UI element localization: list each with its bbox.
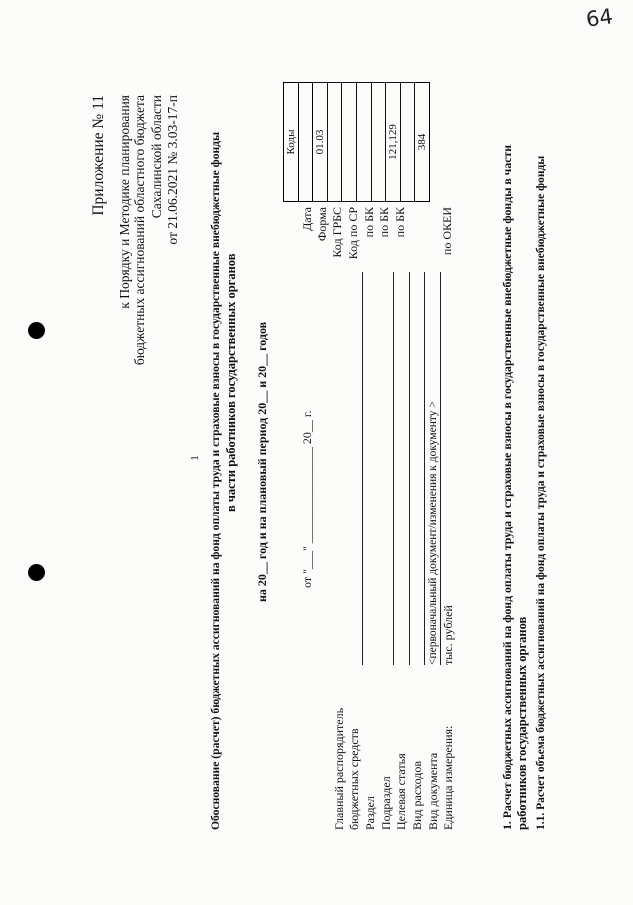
appendix-line-2: бюджетных ассигнований областного бюджета bbox=[132, 95, 147, 366]
code-bk-2 bbox=[371, 83, 386, 202]
section-1-heading-line-2: работников государственных органов bbox=[515, 616, 529, 830]
field-expense-type: Вид расходов bbox=[410, 761, 424, 830]
code-label-bk-2: по БК bbox=[377, 207, 391, 238]
field-unit: Единица измерения: bbox=[441, 725, 455, 830]
doc-title-line-1: Обоснование (расчет) бюджетных ассигнований на фонд оплаты труда и страховые взносы в государственные внебюджетные фонды bbox=[209, 131, 222, 830]
code-date bbox=[298, 83, 313, 202]
codes-header: Коды bbox=[284, 83, 299, 202]
code-label-sr: Код по СР bbox=[346, 207, 360, 260]
code-label-bk-1: по БК bbox=[362, 207, 376, 238]
grbs-fill-line bbox=[362, 272, 363, 665]
target-item-fill-line bbox=[424, 272, 425, 665]
appendix-title: Приложение № 11 bbox=[90, 95, 107, 216]
codes-table bbox=[283, 82, 430, 202]
field-section: Раздел bbox=[363, 796, 377, 830]
appendix-line-3: Сахалинской области bbox=[149, 95, 164, 219]
doc-title-line-2: в части работников государственных органов bbox=[224, 253, 238, 512]
code-sr bbox=[342, 83, 357, 202]
section-1-1-heading: 1.1. Расчет объема бюджетных ассигнований на фонд оплаты труда и страховые взносы в государственные внебюджетные фонды bbox=[535, 155, 547, 830]
doc-date-line: от "___" ________________ 20__ г. bbox=[300, 410, 314, 588]
appendix-line-1: к Порядку и Методике планирования bbox=[117, 95, 132, 309]
code-form: 01.03 bbox=[313, 83, 328, 202]
unit-value: тыс. рублей bbox=[441, 605, 455, 665]
field-subsection: Подраздел bbox=[379, 776, 393, 830]
field-doc-type: Вид документа bbox=[426, 752, 440, 830]
section-1-heading-line-1: 1. Расчет бюджетных ассигнований на фонд оплаты труда и страховые взносы в государственные внебюджетные фонды в части bbox=[500, 144, 514, 830]
code-label-bk-3: по БК bbox=[393, 207, 407, 238]
page-number: 1 bbox=[189, 455, 201, 461]
subsection-fill-line bbox=[409, 272, 410, 665]
section-fill-line bbox=[393, 272, 394, 665]
field-grbs-line-2: бюджетных средств bbox=[347, 728, 361, 830]
handwritten-page-number: 64 bbox=[584, 4, 615, 32]
code-label-date: Дата bbox=[300, 207, 314, 231]
code-empty bbox=[400, 83, 415, 202]
code-label-grbs: Код ГРБС bbox=[330, 207, 344, 258]
code-label-form: Форма bbox=[315, 207, 329, 242]
doc-type-value: <первоначальный документ/изменения к документу > bbox=[427, 401, 439, 665]
field-target-item: Целевая статья bbox=[394, 753, 408, 830]
code-bk-3: 121,129 bbox=[386, 83, 401, 202]
doc-title-period: на 20__ год и на плановый период 20__ и 20__ годов bbox=[255, 321, 269, 602]
field-grbs-line-1: Главный распорядитель bbox=[332, 707, 346, 830]
code-okei: 384 bbox=[415, 83, 430, 202]
code-label-okei: по ОКЕИ bbox=[440, 207, 454, 256]
appendix-line-4: от 21.06.2021 № 3.03-17-п bbox=[165, 95, 180, 245]
code-bk-1 bbox=[356, 83, 371, 202]
code-grbs bbox=[327, 83, 342, 202]
